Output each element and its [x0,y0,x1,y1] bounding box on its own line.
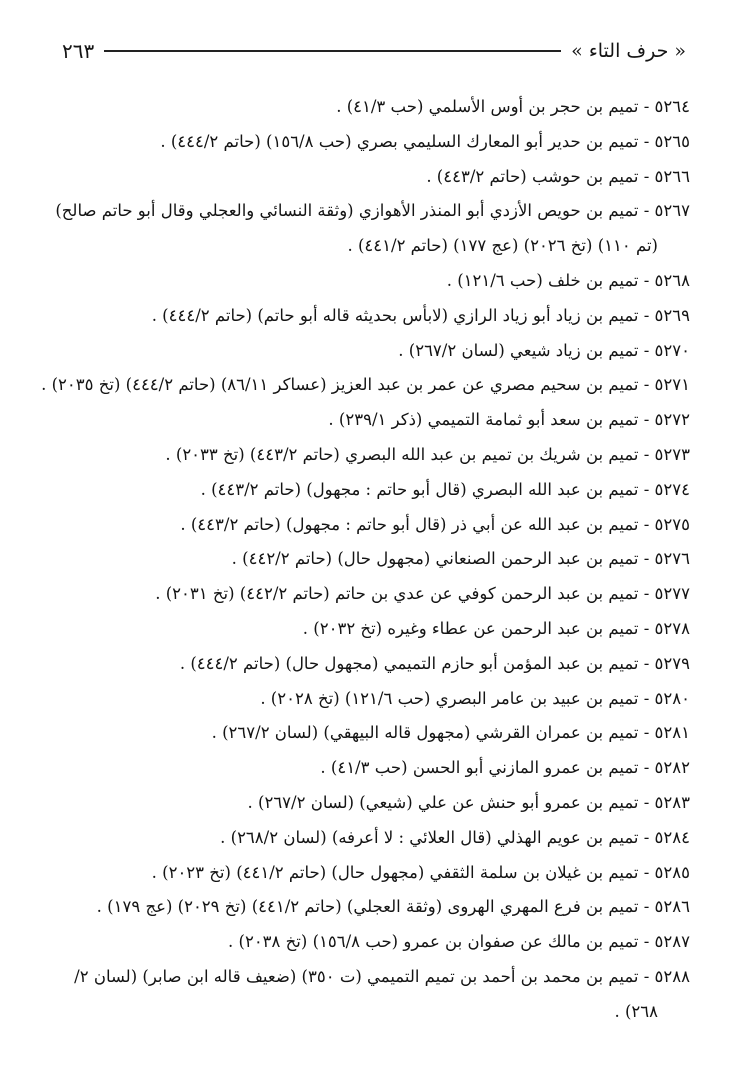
entry-line: ٥٢٧٣ - تميم بن شريك بن تميم بن عبد الله البصري (حاتم ٤٤٣/٢) (تخ ٢٠٣٣) . [165,444,690,464]
section-title: « حرف التاء » [571,40,686,62]
entry-line: ٥٢٨٠ - تميم بن عبيد بن عامر البصري (حب ١٢١/٦) (تخ ٢٠٢٨) . [260,688,690,708]
entry-line: ٥٢٧٥ - تميم بن عبد الله عن أبي ذر (قال أبو حاتم : مجهول) (حاتم ٤٤٣/٢) . [180,514,690,534]
header-rule [104,50,561,52]
entry-line: ٥٢٦٤ - تميم بن حجر بن أوس الأسلمي (حب ٤١/٣) . [336,97,690,116]
entry-line: ٥٢٨٤ - تميم بن عويم الهذلي (قال العلائي : لا أعرفه) (لسان ٢٦٨/٢) . [220,827,690,847]
entry-line: ٥٢٧٧ - تميم بن عبد الرحمن كوفي عن عدي بن حاتم (حاتم ٤٤٢/٢) (تخ ٢٠٣١) . [155,584,690,604]
entry-line: ٥٢٧٨ - تميم بن عبد الرحمن عن عطاء وغيره (تخ ٢٠٣٢) . [302,618,690,638]
entry-line: ٥٢٨٣ - تميم بن عمرو أبو حنش عن علي (شيعي) (لسان ٢٦٧/٢) . [247,792,690,812]
entry-line: ٥٢٦٧ - تميم بن حويص الأزدي أبو المنذر الأهوازي (وثقة النسائي والعجلي وقال أبو حاتم صالح) [55,201,690,221]
entry-line: ٥٢٦٩ - تميم بن زياد أبو زياد الرازي (لابأس بحديثه قاله أبو حاتم) (حاتم ٤٤٤/٢) . [151,305,690,325]
entry-continuation: ٢٦٨) . [614,1001,658,1021]
entry-line: ٥٢٨٨ - تميم بن محمد بن أحمد بن تميم التميمي (ت ٣٥٠) (ضعيف قاله ابن صابر) (لسان ٢/ [74,966,690,986]
entry-line: ٥٢٧٦ - تميم بن عبد الرحمن الصنعاني (مجهول حال) (حاتم ٤٤٢/٢) . [231,549,690,569]
entry-line: ٥٢٨١ - تميم بن عمران القرشي (مجهول قاله البيهقي) (لسان ٢٦٧/٢) . [211,723,690,743]
entry-line: ٥٢٨٦ - تميم بن فرع المهري الهروى (وثقة العجلي) (حاتم ٤٤١/٢) (تخ ٢٠٢٩) (عج ١٧٩) . [96,897,690,917]
entry-line: ٥٢٨٥ - تميم بن غيلان بن سلمة الثقفي (مجهول حال) (حاتم ٤٤١/٢) (تخ ٢٠٢٣) . [151,862,690,882]
entry-line: ٥٢٨٧ - تميم بن مالك عن صفوان بن عمرو (حب ١٥٦/٨) (تخ ٢٠٣٨) . [228,932,690,952]
entry-line: ٥٢٦٦ - تميم بن حوشب (حاتم ٤٤٣/٢) . [426,166,690,186]
entry-line: ٥٢٧٢ - تميم بن سعد أبو ثمامة التميمي (ذكر ٢٣٩/١) . [328,410,690,430]
entry-line: ٥٢٦٨ - تميم بن خلف (حب ١٢١/٦) . [446,270,690,290]
entry-line: ٥٢٧٠ - تميم بن زياد شيعي (لسان ٢٦٧/٢) . [398,340,690,360]
entry-line: ٥٢٦٥ - تميم بن حدير أبو المعارك السليمي بصري (حب ١٥٦/٨) (حاتم ٤٤٤/٢) . [160,131,690,151]
page-number: ٢٦٣ [62,39,95,63]
entry-continuation: (تم ١١٠) (تخ ٢٠٢٦) (عج ١٧٧) (حاتم ٤٤١/٢) . [347,236,658,256]
entry-line: ٥٢٧٩ - تميم بن عبد المؤمن أبو حازم التميمي (مجهول حال) (حاتم ٤٤٤/٢) . [179,653,690,673]
page-header [62,36,686,66]
entry-line: ٥٢٧٤ - تميم بن عبد الله البصري (قال أبو حاتم : مجهول) (حاتم ٤٤٣/٢) . [200,479,690,499]
entry-list [40,90,690,1030]
entry-line: ٥٢٧١ - تميم بن سحيم مصري عن عمر بن عبد العزيز (عساكر ٨٦/١١) (حاتم ٤٤٤/٢) (تخ ٢٠٣٥) . [41,375,690,395]
entry-line: ٥٢٨٢ - تميم بن عمرو المازني أبو الحسن (حب ٤١/٣) . [320,758,690,778]
